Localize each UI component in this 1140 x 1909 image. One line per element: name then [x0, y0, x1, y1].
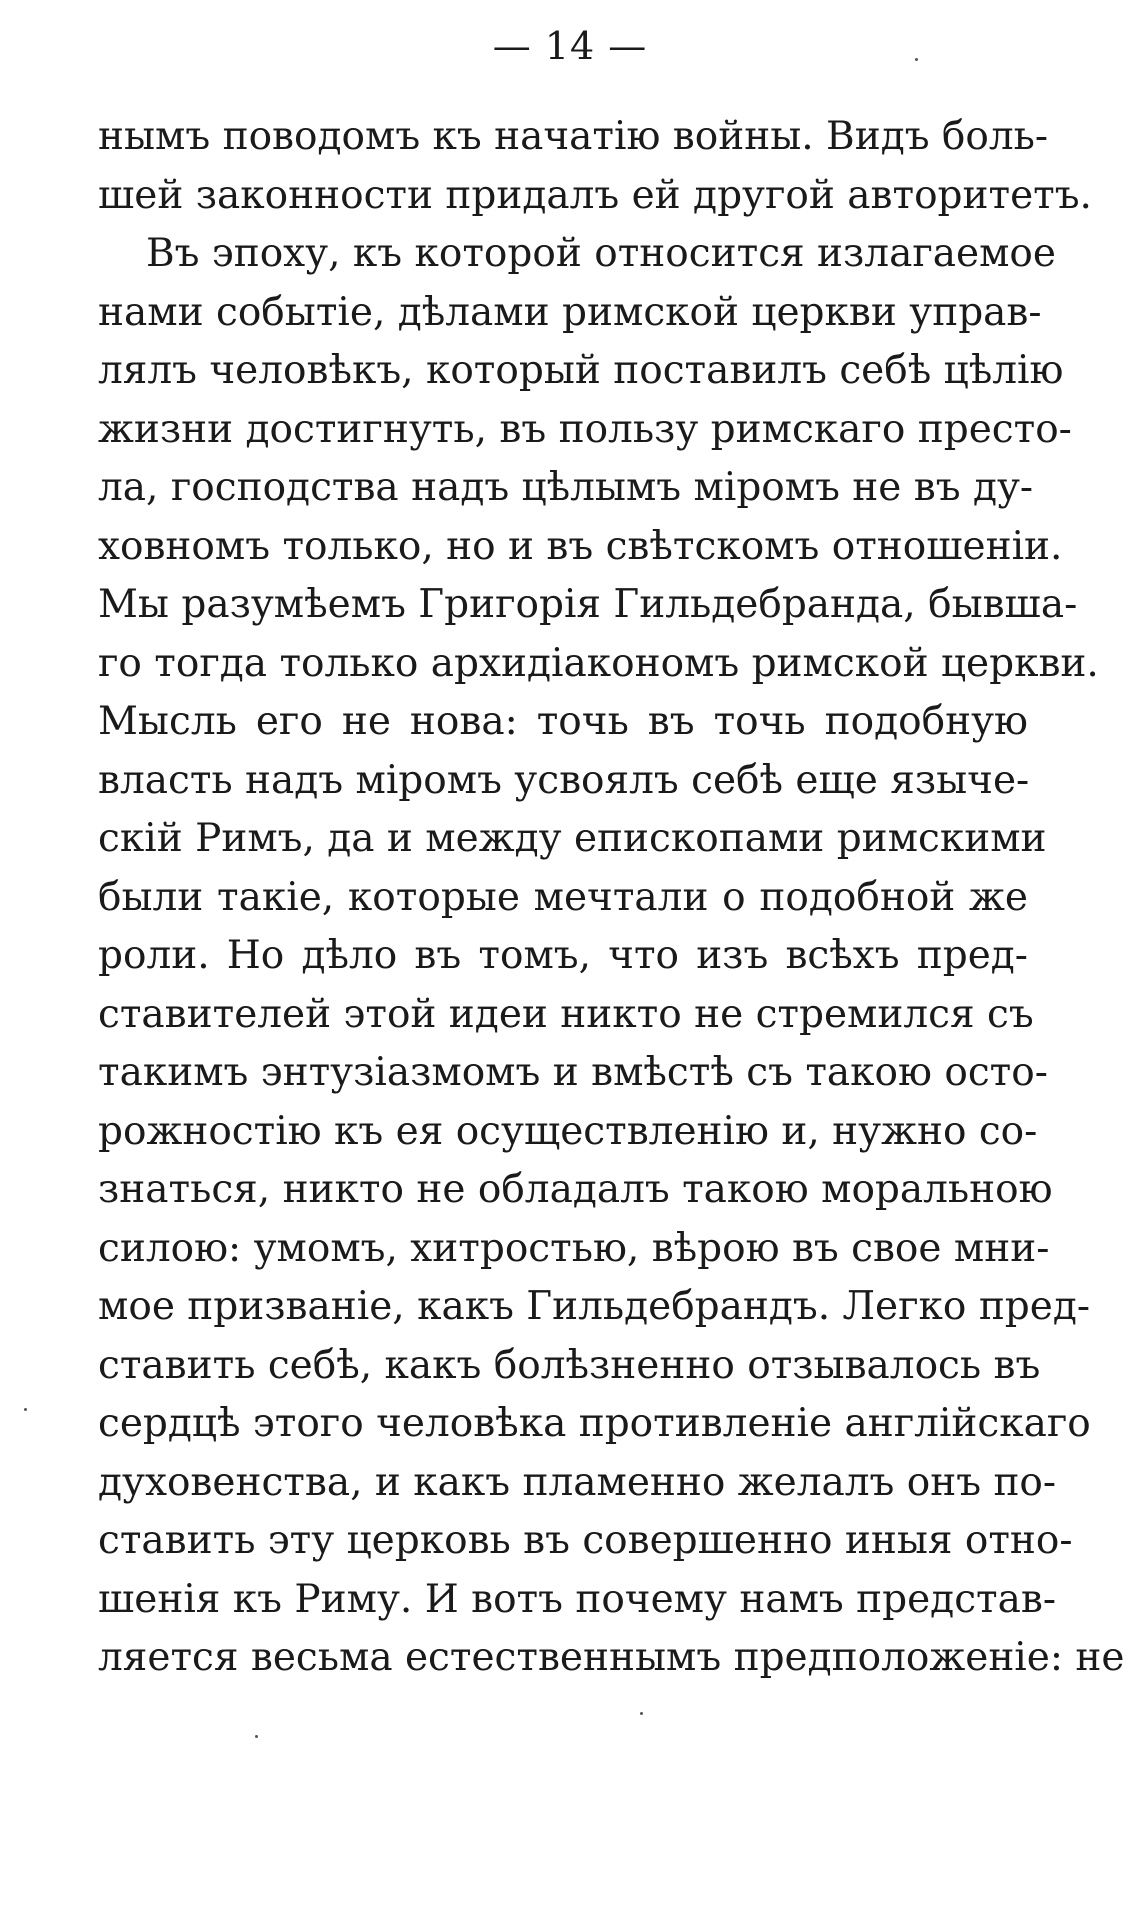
text-line: мое призваніе, какъ Гильдебрандъ. Легко пред-: [98, 1284, 1091, 1329]
text-line: знаться, никто не обладалъ такою моральною: [98, 1167, 1053, 1212]
text-line: шенія къ Риму. И вотъ почему намъ представ-: [98, 1576, 1056, 1622]
text-line: рожностію къ ея осуществленію и, нужно со-: [98, 1108, 1038, 1154]
text-line: силою: умомъ, хитростью, вѣрою въ свое мни-: [98, 1225, 1050, 1271]
scan-speck: [24, 1408, 27, 1411]
scan-speck: [640, 1712, 643, 1715]
text-line: жизни достигнуть, въ пользу римскаго престо-: [98, 406, 1072, 452]
text-line: скій Римъ, да и между епископами римскими: [98, 816, 1047, 861]
text-line: Мы разумѣемъ Григорія Гильдебранда, бывша-: [98, 582, 1078, 627]
text-line: такимъ энтузіазмомъ и вмѣстѣ съ такою осто-: [98, 1050, 1048, 1095]
body-text: [98, 108, 1125, 1688]
text-line: Мысль его не нова: точь въ точь подобную: [98, 699, 1028, 744]
text-line: ла, господства надъ цѣлымъ міромъ не въ ду-: [98, 465, 1034, 510]
text-line: нами событіе, дѣлами римской церкви управ-: [98, 289, 1042, 335]
text-line: шей законности придалъ ей другой авторитетъ.: [98, 172, 1092, 218]
page-number: — 14 —: [492, 24, 648, 68]
text-line: ставить эту церковь въ совершенно иныя отно-: [98, 1518, 1073, 1563]
text-line: лялъ человѣкъ, который поставилъ себѣ цѣлію: [98, 348, 1064, 393]
text-line: ставителей этой идеи никто не стремился съ: [98, 991, 1034, 1037]
text-line: сердцѣ этого человѣка противленіе англійскаго: [98, 1401, 1091, 1446]
text-line: нымъ поводомъ къ начатію войны. Видъ боль-: [98, 114, 1049, 159]
scan-speck: [915, 58, 918, 61]
text-line: ховномъ только, но и въ свѣтскомъ отношеніи.: [98, 523, 1063, 569]
text-line: ляется весьма естественнымъ предположеніе: не: [98, 1635, 1125, 1680]
scan-speck: [255, 1735, 258, 1738]
paragraph-start-line: Въ эпоху, къ которой относится излагаемое: [146, 231, 1056, 276]
text-line: были такіе, которые мечтали о подобной же: [98, 874, 1028, 920]
text-line: духовенства, и какъ пламенно желалъ онъ по-: [98, 1459, 1057, 1505]
text-line: роли. Но дѣло въ томъ, что изъ всѣхъ пред-: [98, 933, 1028, 978]
text-line: власть надъ міромъ усвоялъ себѣ еще языче-: [98, 757, 1030, 803]
text-line: го тогда только архидіакономъ римской церкви.: [98, 640, 1099, 686]
text-line: ставить себѣ, какъ болѣзненно отзывалось въ: [98, 1342, 1041, 1388]
